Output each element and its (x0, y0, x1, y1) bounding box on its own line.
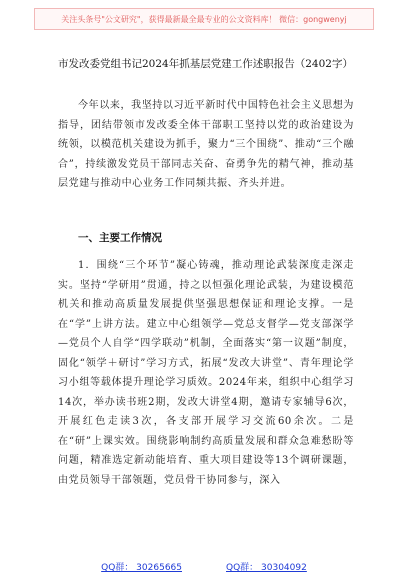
document-title: 市发改委党组书记2024年抓基层党建工作述职报告（2402字） (58, 58, 353, 70)
footer-contacts (0, 560, 408, 574)
intro-paragraph: 今年以来，我坚持以习近平新时代中国特色社会主义思想为指导，团结带领市发改委全体干部职工坚持以党的政治建设为统领，以模范机关建设为抓手，聚力“三个围绕”、推动“三个融合”，持续激发党员干部同志关奋、奋勇争先的精气神，推动基层党建与推动中心业务工作同频共振、齐头并进。 (58, 100, 354, 189)
banner-text: 关注头条号"公文研究"，获得最新最全最专业的公文资料库！ 微信：gongwenyj (61, 14, 347, 24)
qq-group-link-1[interactable]: QQ群： 30265665 (101, 563, 182, 573)
header-banner (34, 8, 374, 30)
qq-group-link-2[interactable]: QQ群： 30304092 (226, 563, 307, 573)
section-body-paragraph: 1．围绕“三个环节”凝心铸魂，推动理论武装深度走深走实。坚持“学研用”贯通，持之以恒强化理论武装，为建设模范机关和推动高质量发展提供坚强思想保证和理论支撑。一是在“学”上讲方法。建立中心组领学—党总支督学—党支部深学—党员个人自学“四学联动”机制，全面落实“第一议题”制度，固化“领学＋研讨”学习方式，拓展“发改大讲堂”、青年理论学习小组等载体提升理论学习质效。2024年来，组织中心组学习14次，举办读书班2期，发改大讲堂4期，邀请专家辅导6次，开展红色走读3次，各支部开展学习交流60余次。二是在“研”上课实效。围绕影响制约高质量发展和群众急难愁盼等问题，精准选定新动能培育、重大项目建设等13个调研课题，由党员领导干部领题，党员骨干协同参与，深入 (58, 260, 354, 486)
section-heading: 一、主要工作情况 (78, 232, 162, 244)
